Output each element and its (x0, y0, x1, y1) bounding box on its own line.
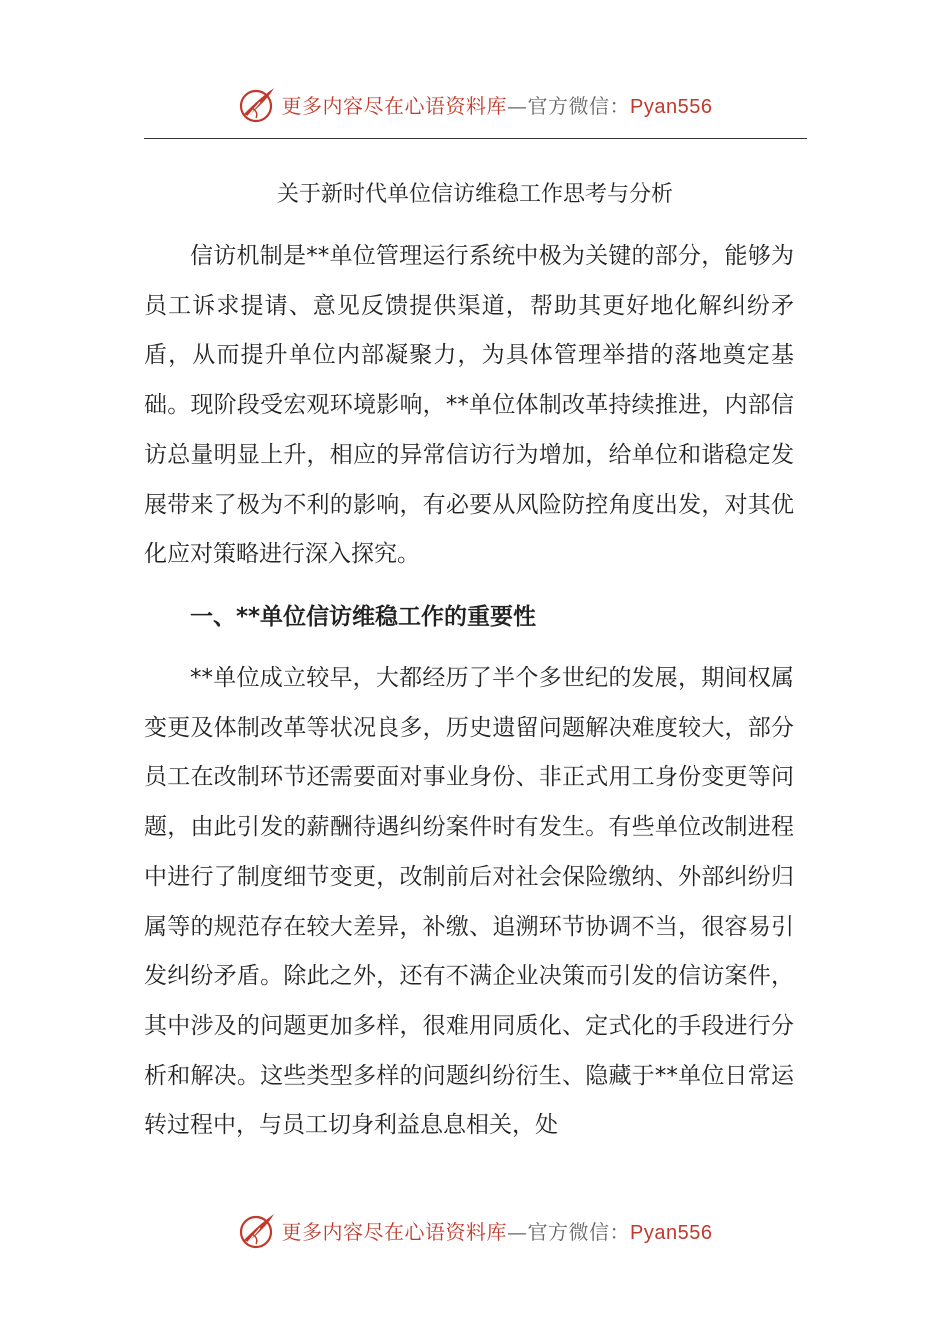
header-banner (0, 82, 950, 126)
banner-wechat-label: 官方微信： (527, 93, 631, 118)
header-divider (144, 138, 807, 139)
banner-wechat-id: Pyan556 (630, 1221, 713, 1244)
section-paragraph: **单位成立较早，大都经历了半个多世纪的发展，期间权属变更及体制改革等状况良多，历史遗留问题解决难度较大，部分员工在改制环节还需要面对事业身份、非正式用工身份变更等问题，由此引发的薪酬待遇纠纷案件时有发生。有些单位改制进程中进行了制度细节变更，改制前后对社会保险缴纳、外部纠纷归属等的规范存在较大差异，补缴、追溯环节协调不当，很容易引发纠纷矛盾。除此之外，还有不满企业决策而引发的信访案件，其中涉及的问题更加多样，很难用同质化、定式化的手段进行分析和解决。这些类型多样的问题纠纷衍生、隐藏于**单位日常运转过程中，与员工切身利益息息相关，处 (144, 665, 794, 1139)
banner-wechat-label: 官方微信： (527, 1219, 631, 1244)
quill-pen-logo-icon (238, 1210, 278, 1250)
quill-pen-logo-icon (238, 84, 278, 124)
banner-main-text: 更多内容尽在心语资料库 (281, 93, 508, 118)
banner-wechat-id: Pyan556 (630, 95, 713, 118)
document-title: 关于新时代单位信访维稳工作思考与分析 (276, 182, 673, 207)
footer-banner (0, 1208, 950, 1252)
banner-dash: — (507, 1219, 528, 1244)
banner-text (282, 90, 713, 119)
intro-paragraph: 信访机制是**单位管理运行系统中极为关键的部分，能够为员工诉求提请、意见反馈提供渠道，帮助其更好地化解纠纷矛盾，从而提升单位内部凝聚力，为具体管理举措的落地奠定基础。现阶段受宏观环境影响，**单位体制改革持续推进，内部信访总量明显上升，相应的异常信访行为增加，给单位和谐稳定发展带来了极为不利的影响，有必要从风险防控角度出发，对其优化应对策略进行深入探究。 (144, 243, 794, 568)
banner-text (282, 1216, 713, 1245)
banner-main-text: 更多内容尽在心语资料库 (281, 1219, 508, 1244)
banner-dash: — (507, 93, 528, 118)
section-heading: 一、**单位信访维稳工作的重要性 (190, 604, 537, 630)
